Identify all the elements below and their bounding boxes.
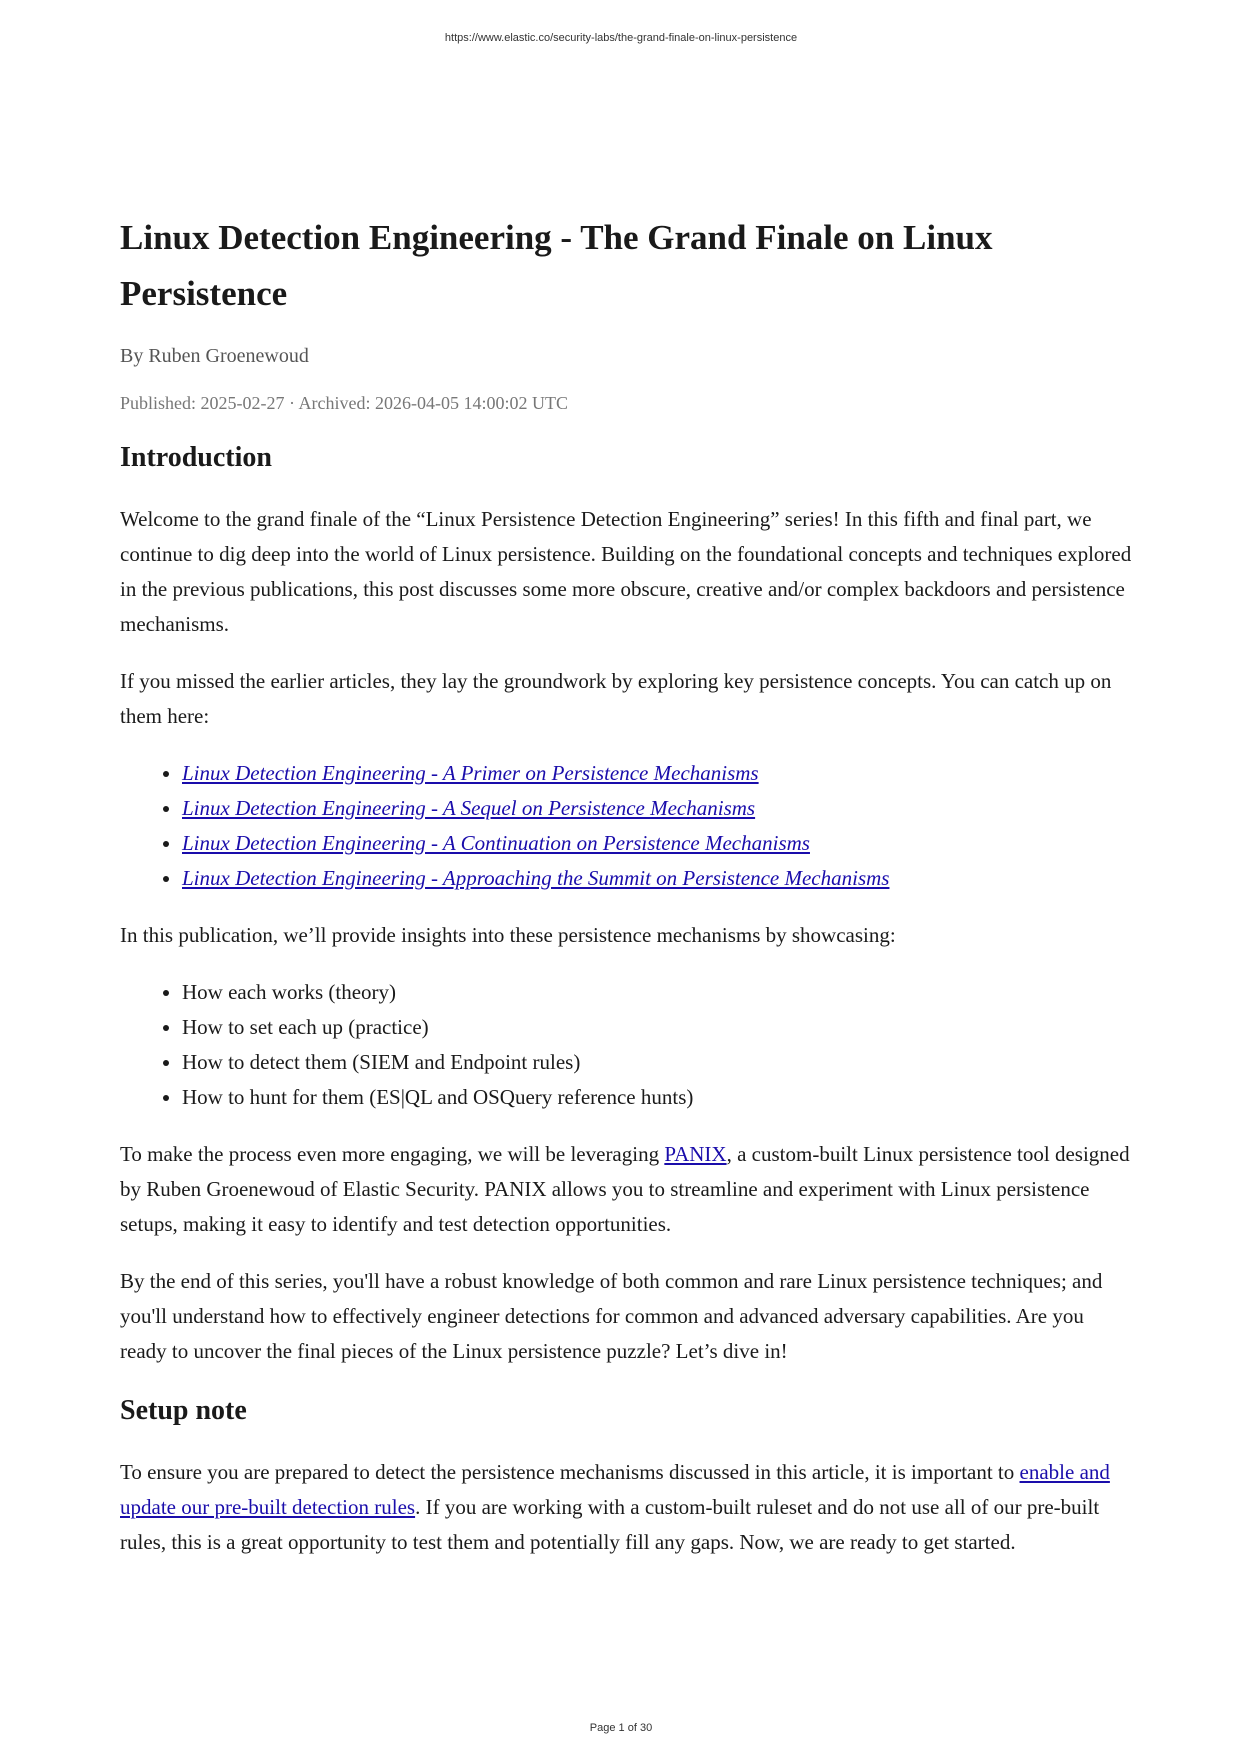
intro-paragraph-2: If you missed the earlier articles, they lay the groundwork by exploring key persistence concepts. You can catch up on them here:	[120, 669, 1112, 728]
page-url: https://www.elastic.co/security-labs/the-grand-finale-on-linux-persistence	[444, 32, 798, 44]
detection-rules-link[interactable]: enable and update our pre-built detection rules	[120, 1460, 1110, 1519]
list-item	[182, 756, 1132, 791]
intro-paragraph-3: In this publication, we’ll provide insights into these persistence mechanisms by showcasing:	[120, 923, 896, 947]
series-link-sequel[interactable]: Linux Detection Engineering - A Sequel on Persistence Mechanisms	[182, 796, 756, 820]
intro-heading: Introduction	[120, 442, 272, 473]
list-item: • How each works (theory)	[182, 975, 1132, 1010]
panix-link[interactable]: PANIX	[664, 1142, 727, 1166]
intro-paragraph-5: By the end of this series, you'll have a robust knowledge of both common and rare Linux persistence techniques; and you'll understand how to effectively engineer detections for common and advanced adversary capabilities. Are you ready to uncover the final pieces of the Linux persistence puzzle? Let’s dive in!	[120, 1269, 1103, 1363]
setup-paragraph: To ensure you are prepared to detect the persistence mechanisms discussed in this article, it is important to enable and update our pre-built detection rules. If you are working with a custom-built ruleset and do not use all of our pre-built rules, this is a great opportunity to test them and potentially fill any gaps. Now, we are ready to get started.	[120, 1460, 1110, 1554]
showcase-list	[120, 975, 1132, 1115]
article-title: Linux Detection Engineering - The Grand Finale on Linux Persistence	[120, 218, 993, 313]
list-item	[182, 791, 1132, 826]
series-link-primer[interactable]: Linux Detection Engineering - A Primer on Persistence Mechanisms	[182, 761, 759, 785]
series-links-list	[120, 756, 1132, 896]
intro-paragraph-4: To make the process even more engaging, we will be leveraging PANIX, a custom-built Linux persistence tool designed by Ruben Groenewoud of Elastic Security. PANIX allows you to streamline and experiment with Linux persistence setups, making it easy to identify and test detection opportunities.	[120, 1142, 1130, 1236]
page-number: Page 1 of 30	[589, 1722, 653, 1734]
list-item: • How to detect them (SIEM and Endpoint rules)	[182, 1045, 1132, 1080]
list-item	[182, 826, 1132, 861]
series-link-summit[interactable]: Linux Detection Engineering - Approaching the Summit on Persistence Mechanisms	[182, 866, 890, 890]
setup-heading: Setup note	[120, 1395, 247, 1426]
list-item: • How to hunt for them (ES|QL and OSQuery reference hunts)	[182, 1080, 1132, 1115]
list-item: • How to set each up (practice)	[182, 1010, 1132, 1045]
byline: By Ruben Groenewoud	[120, 345, 309, 367]
intro-paragraph-1: Welcome to the grand finale of the “Linux Persistence Detection Engineering” series! In this fifth and final part, we continue to dig deep into the world of Linux persistence. Building on the foundational concepts and techniques explored in the previous publications, this post discusses some more obscure, creative and/or complex backdoors and persistence mechanisms.	[120, 507, 1132, 636]
article-content	[120, 210, 1132, 1582]
publish-meta: Published: 2025-02-27 · Archived: 2026-04-05 14:00:02 UTC	[120, 393, 568, 413]
series-link-continuation[interactable]: Linux Detection Engineering - A Continuation on Persistence Mechanisms	[182, 831, 810, 855]
list-item	[182, 861, 1132, 896]
